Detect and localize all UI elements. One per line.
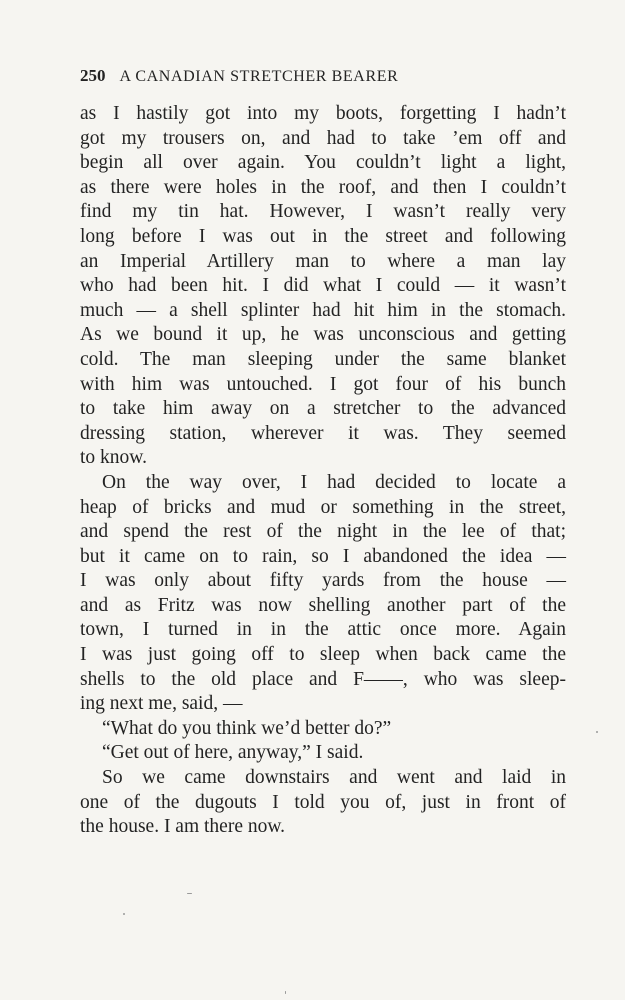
text-line: So we came downstairs and went and laid in — [102, 767, 566, 789]
text-line: heap of bricks and mud or something in the street, — [80, 496, 566, 518]
text-line: I was just going off to sleep when back came the — [80, 644, 566, 666]
page-number: 250 — [80, 66, 106, 85]
text-line: On the way over, I had decided to locate a — [102, 471, 566, 493]
text-line: to know. — [80, 447, 147, 469]
print-speck — [596, 731, 598, 733]
text-line: dressing station, wherever it was. They seemed — [80, 422, 566, 444]
body-text — [80, 102, 566, 840]
text-line: cold. The man sleeping under the same blanket — [80, 348, 566, 370]
text-line: an Imperial Artillery man to where a man lay — [80, 250, 566, 272]
text-line: town, I turned in in the attic once more. Again — [80, 619, 566, 641]
text-line: long before I was out in the street and following — [80, 225, 566, 247]
text-line: got my trousers on, and had to take ’em off and — [80, 127, 566, 149]
text-line: the house. I am there now. — [80, 816, 286, 838]
running-title: A CANADIAN STRETCHER BEARER — [119, 68, 399, 85]
text-line: ing next me, said, — — [80, 693, 243, 715]
text-line: “Get out of here, anyway,” I said. — [102, 742, 364, 764]
text-line: shells to the old place and F——, who was sleep- — [80, 668, 566, 690]
text-line: and as Fritz was now shelling another part of the — [80, 594, 566, 616]
text-line: much — a shell splinter had hit him in the stomach. — [80, 299, 566, 321]
text-line: begin all over again. You couldn’t light a light, — [80, 152, 566, 174]
text-line: as there were holes in the roof, and then I couldn’t — [80, 176, 566, 198]
print-speck — [123, 913, 125, 915]
text-line: “What do you think we’d better do?” — [102, 717, 392, 739]
text-line: one of the dugouts I told you of, just in front of — [80, 791, 566, 813]
text-line: as I hastily got into my boots, forgetting I hadn’t — [80, 103, 566, 124]
text-line: with him was untouched. I got four of his bunch — [80, 373, 566, 395]
text-line: who had been hit. I did what I could — it wasn’t — [80, 275, 566, 297]
text-line: I was only about fifty yards from the house — — [80, 570, 566, 592]
text-line: but it came on to rain, so I abandoned the idea — — [80, 545, 566, 567]
text-line: to take him away on a stretcher to the advanced — [80, 398, 566, 420]
print-speck — [187, 893, 192, 894]
text-line: and spend the rest of the night in the lee of that; — [80, 521, 566, 543]
text-line: find my tin hat. However, I wasn’t really very — [80, 201, 566, 223]
running-head — [80, 66, 570, 88]
print-speck — [285, 991, 286, 994]
text-line: As we bound it up, he was unconscious and getting — [80, 324, 566, 346]
